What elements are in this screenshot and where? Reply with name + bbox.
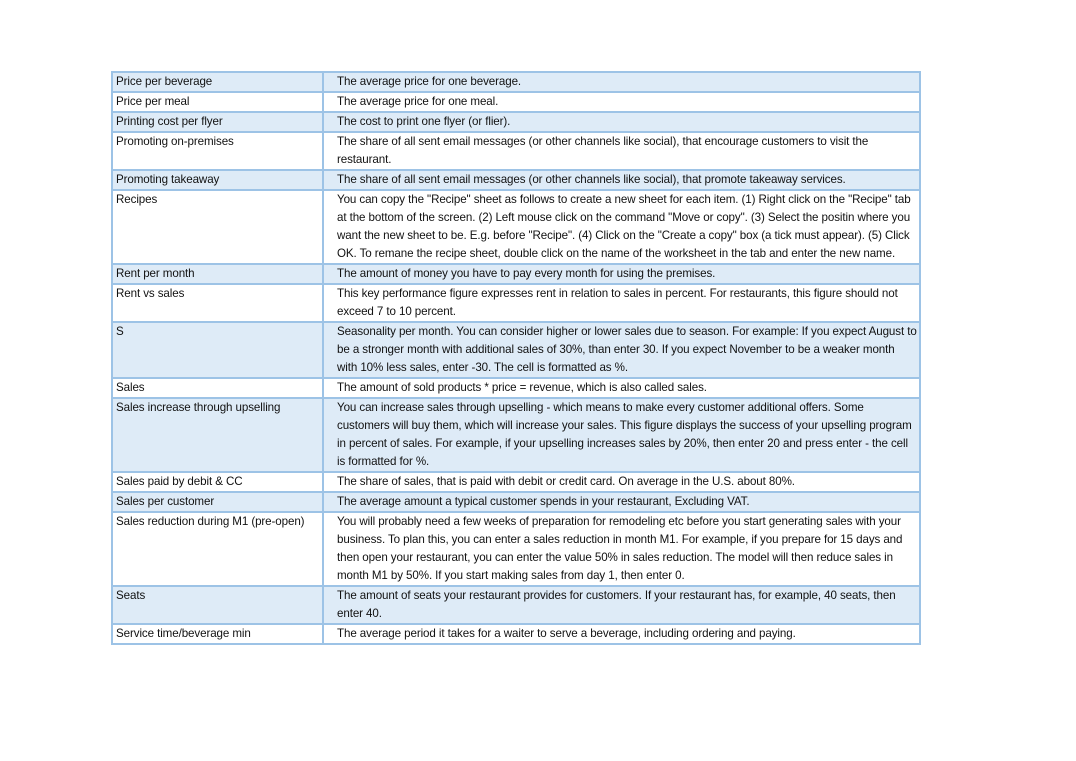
table-row [112,512,920,586]
glossary-table [111,71,921,645]
term-cell: Service time/beverage min [112,624,323,644]
table-row [112,472,920,492]
table-row [112,190,920,264]
description-cell: The share of all sent email messages (or other channels like social), that promote takeaway services. [323,170,920,190]
term-cell: Seats [112,586,323,624]
term-cell: S [112,322,323,378]
description-cell: The average amount a typical customer spends in your restaurant, Excluding VAT. [323,492,920,512]
table-row [112,322,920,378]
table-row [112,624,920,644]
table-row [112,492,920,512]
term-cell: Rent per month [112,264,323,284]
description-cell: You will probably need a few weeks of preparation for remodeling etc before you start generating sales with your business. To plan this, you can enter a sales reduction in month M1. For example, if you prepare for 15 days and then open your restaurant, you can enter the value 50% in sales reduction. The model will then reduce sales in month M1 by 50%. If you start making sales from day 1, then enter 0. [323,512,920,586]
table-row [112,586,920,624]
term-cell: Price per meal [112,92,323,112]
term-cell: Sales increase through upselling [112,398,323,472]
description-cell: The average price for one beverage. [323,72,920,92]
description-cell: You can copy the "Recipe" sheet as follows to create a new sheet for each item. (1) Right click on the "Recipe" tab at the bottom of the screen. (2) Left mouse click on the command "Move or copy". (3) Select the positin where you want the new sheet to be. E.g. before "Recipe". (4) Click on the "Create a copy" box (a tick must appear). (5) Click OK. To remane the recipe sheet, double click on the name of the worksheet in the tab and enter the new name. [323,190,920,264]
table-row [112,264,920,284]
term-cell: Recipes [112,190,323,264]
description-cell: You can increase sales through upselling - which means to make every customer additional offers. Some customers will buy them, which will increase your sales. This figure displays the success of your upselling program in percent of sales. For example, if your upselling increases sales by 20%, then enter 20 and press enter - the cell is formatted for %. [323,398,920,472]
term-cell: Promoting takeaway [112,170,323,190]
term-cell: Rent vs sales [112,284,323,322]
table-row [112,72,920,92]
term-cell: Promoting on-premises [112,132,323,170]
term-cell: Sales per customer [112,492,323,512]
description-cell: The cost to print one flyer (or flier). [323,112,920,132]
table-row [112,92,920,112]
table-row [112,398,920,472]
description-cell: The average period it takes for a waiter to serve a beverage, including ordering and paying. [323,624,920,644]
term-cell: Sales paid by debit & CC [112,472,323,492]
description-cell: The share of all sent email messages (or other channels like social), that encourage customers to visit the restaurant. [323,132,920,170]
table-row [112,112,920,132]
description-cell: The amount of seats your restaurant provides for customers. If your restaurant has, for example, 40 seats, then enter 40. [323,586,920,624]
description-cell: The average price for one meal. [323,92,920,112]
description-cell: This key performance figure expresses rent in relation to sales in percent. For restaurants, this figure should not exceed 7 to 10 percent. [323,284,920,322]
description-cell: The amount of sold products * price = revenue, which is also called sales. [323,378,920,398]
table-row [112,378,920,398]
term-cell: Price per beverage [112,72,323,92]
term-cell: Sales reduction during M1 (pre-open) [112,512,323,586]
description-cell: The share of sales, that is paid with debit or credit card. On average in the U.S. about 80%. [323,472,920,492]
table-row [112,132,920,170]
term-cell: Sales [112,378,323,398]
term-cell: Printing cost per flyer [112,112,323,132]
table-row [112,284,920,322]
description-cell: The amount of money you have to pay every month for using the premises. [323,264,920,284]
description-cell: Seasonality per month. You can consider higher or lower sales due to season. For example: If you expect August to be a stronger month with additional sales of 30%, than enter 30. If you expect November to be a weaker month with 10% less sales, enter -30. The cell is formatted as %. [323,322,920,378]
table-row [112,170,920,190]
